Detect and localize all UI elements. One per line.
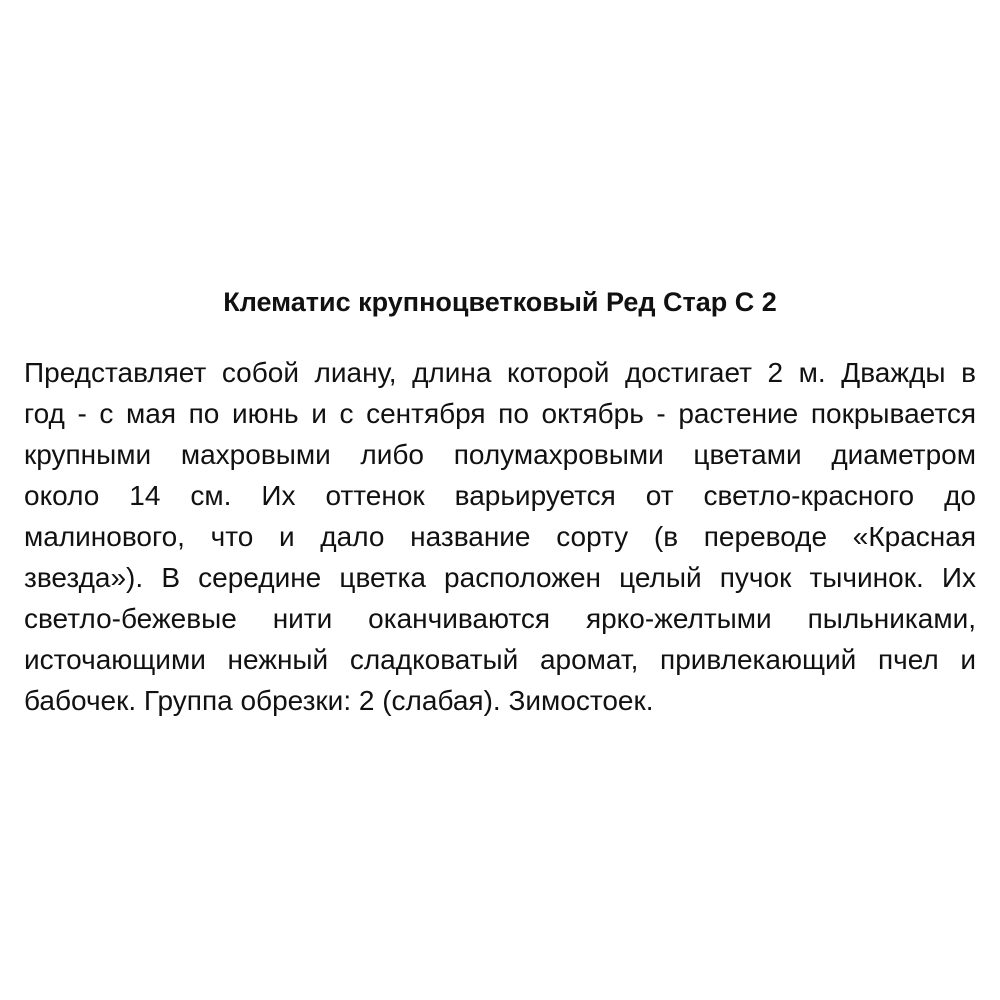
document-title: Клематис крупноцветковый Ред Стар С 2: [223, 287, 777, 317]
paragraph-line: светло-бежевые нити оканчиваются ярко-желтыми пыльниками,: [24, 603, 976, 634]
paragraph-line: крупными махровыми либо полумахровыми цветами диаметром: [24, 439, 976, 470]
paragraph-line: Представляет собой лиану, длина которой достигает 2 м. Дважды в: [24, 357, 976, 388]
paragraph-line: звезда»). В середине цветка расположен целый пучок тычинок. Их: [24, 562, 976, 593]
paragraph-line: источающими нежный сладковатый аромат, привлекающий пчел и: [24, 644, 976, 675]
description-paragraph: [24, 352, 976, 721]
paragraph-line: малинового, что и дало название сорту (в переводе «Красная: [24, 521, 976, 552]
paragraph-line: бабочек. Группа обрезки: 2 (слабая). Зимостоек.: [24, 685, 654, 716]
paragraph-line: около 14 см. Их оттенок варьируется от светло-красного до: [24, 480, 976, 511]
paragraph-line: год - с мая по июнь и с сентября по октябрь - растение покрывается: [24, 398, 976, 429]
